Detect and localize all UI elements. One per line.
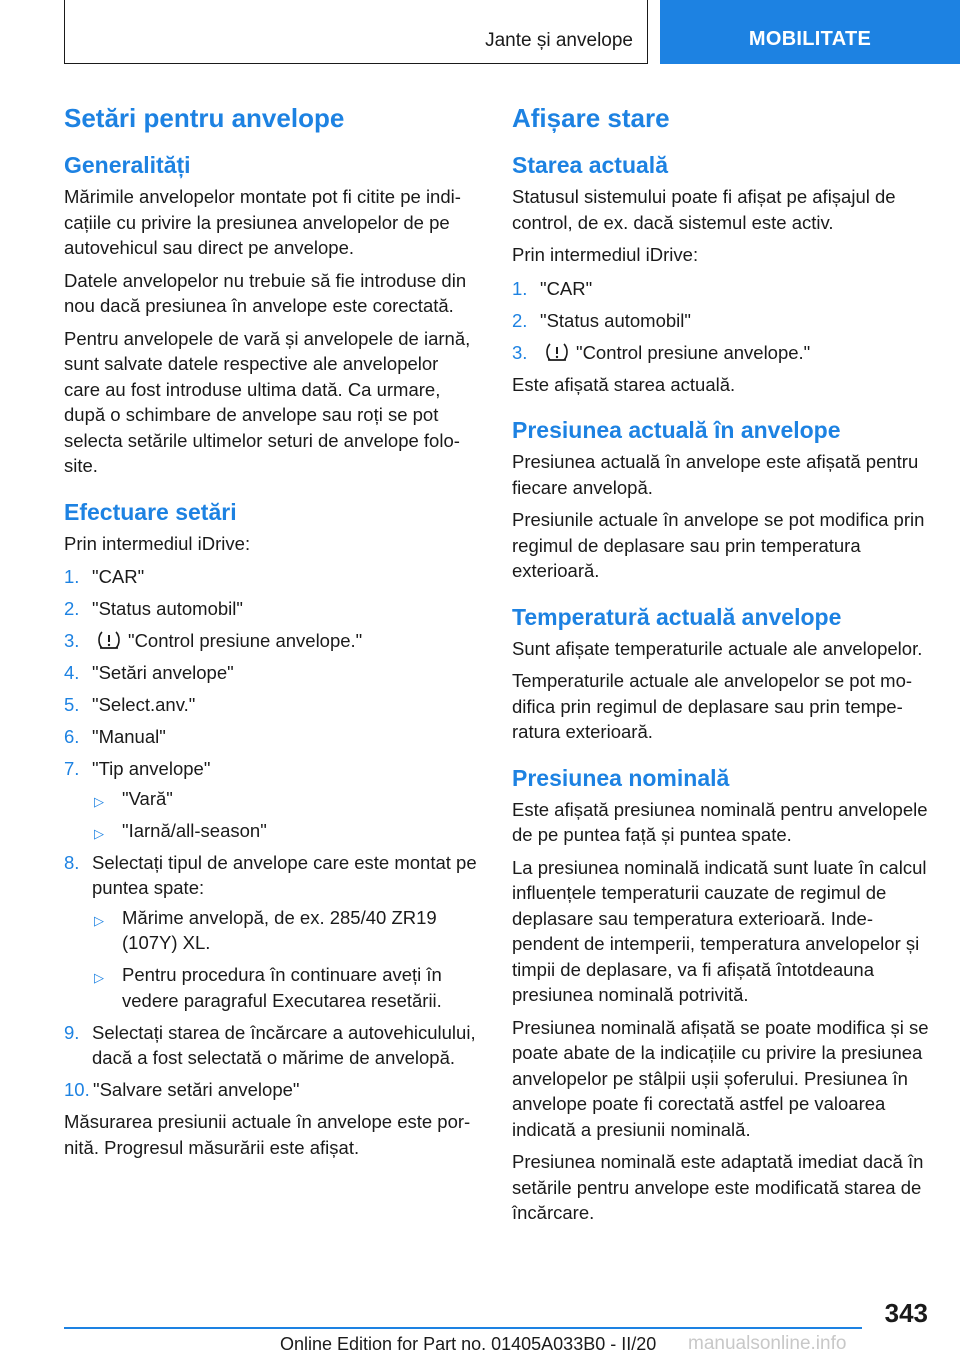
- paragraph: Presiunea nominală este adaptată imediat dacă în setările pentru anvelope este modificată starea de încărcare.: [512, 1151, 924, 1223]
- step-item: [64, 1020, 479, 1071]
- step-item: [512, 308, 930, 334]
- footer-edition: Online Edition for Part no. 01405A033B0 - II/20: [280, 1334, 657, 1354]
- step-text: "Setări anvelope": [92, 662, 234, 683]
- step-number: 1.: [512, 277, 528, 299]
- watermark: manualsonline.info: [688, 1333, 847, 1354]
- step-text: "Status automobil": [92, 598, 243, 619]
- paragraph: Presiunile actuale în anvelope se pot modifica prin regimul de deplasare sau prin temperatura exterioară.: [512, 509, 925, 581]
- step-item: [64, 692, 479, 718]
- left-column: [64, 100, 479, 1167]
- step-text: "Salvare setări anvelope": [93, 1079, 300, 1100]
- sub-item-text: "Iarnă/all-season": [122, 819, 267, 841]
- step-item: [64, 596, 479, 622]
- header-chapter-tab: [660, 0, 960, 64]
- section-title-status-display: Afișare stare: [512, 103, 670, 133]
- step-text: "Control presiune anvelope.": [576, 341, 811, 363]
- step-item: [64, 1077, 479, 1103]
- right-column: [512, 100, 930, 1233]
- paragraph: Mărimile anvelopelor montate pot fi citite pe indicațiile cu privire la presiunea anvelopelor de pe autovehicul sau direct pe anvelope.: [64, 186, 461, 258]
- triangle-right-icon: ▷: [94, 793, 104, 809]
- sub-item-text: Pentru procedura în continuare aveți în vedere paragraful Executarea resetării.: [122, 964, 442, 1011]
- triangle-right-icon: ▷: [94, 825, 104, 841]
- step-number: 3.: [64, 630, 80, 651]
- step-item: [512, 276, 930, 302]
- step-number: 1.: [64, 566, 80, 587]
- paragraph: La presiunea nominală indicată sunt luate în calcul influențele temperaturii cauzate de regimul de deplasare sau temperatura exterioară. Independent de intemperii, temperatura anvelopelor și timpii de deplasare, va fi afișată întotdeauna presiunea nominală potrivită.: [512, 856, 927, 1005]
- heading-perform-settings: Efectuare setări: [64, 498, 237, 525]
- paragraph: Statusul sistemului poate fi afișat pe afișajul de control, de ex. dacă sistemul este activ.: [512, 186, 896, 233]
- step-number: 4.: [64, 662, 80, 683]
- paragraph: Este afișată starea actuală.: [512, 373, 736, 395]
- header-chapter-title: MOBILITATE: [748, 28, 872, 50]
- header-section-title: Jante și anvelope: [485, 30, 633, 51]
- paragraph: Este afișată presiunea nominală pentru anvelopele de pe puntea față și puntea spate.: [512, 798, 928, 845]
- step-text: "Select.anv.": [92, 694, 196, 715]
- sub-item-text: "Vară": [122, 787, 173, 809]
- step-number: 2.: [512, 309, 528, 331]
- step-number: 5.: [64, 694, 80, 715]
- page-header: [0, 0, 960, 66]
- sub-item: [92, 786, 479, 812]
- tire-pressure-warning-icon: [544, 342, 570, 362]
- heading-current-temperature: Temperatură actuală anvelope: [512, 603, 842, 630]
- step-text: Selectați tipul de anvelope care este montat pe puntea spate:: [92, 851, 477, 898]
- sub-item: [92, 962, 479, 1013]
- step-item: [64, 850, 479, 1014]
- heading-nominal-pressure: Presiunea nominală: [512, 764, 730, 791]
- page-number: 343: [884, 1298, 928, 1328]
- section-title-tire-settings: Setări pentru anvelope: [64, 103, 345, 133]
- paragraph: Presiunea actuală în anvelope este afișată pentru fiecare anvelopă.: [512, 451, 919, 498]
- step-number: 3.: [512, 341, 528, 363]
- tire-pressure-warning-icon: [96, 630, 122, 650]
- steps-list: [64, 564, 479, 1103]
- step-text: "Manual": [92, 726, 166, 747]
- triangle-right-icon: ▷: [94, 970, 104, 985]
- sub-item: [92, 818, 479, 844]
- sub-list: [92, 905, 479, 1014]
- step-text: Selectați starea de încărcare a autovehiculului, dacă a fost selectată o mărime de anvelopă.: [92, 1021, 476, 1068]
- step-item: [64, 724, 479, 750]
- footer-divider: [64, 1327, 862, 1329]
- step-number: 10.: [64, 1079, 90, 1100]
- step-text: "Status automobil": [540, 309, 691, 331]
- step-item: [64, 564, 479, 590]
- header-section-box: [64, 0, 648, 64]
- step-number: 8.: [64, 851, 80, 873]
- sub-item-text: Mărime anvelopă, de ex. 285/40 ZR19 (107Y) XL.: [122, 906, 437, 953]
- step-text: "CAR": [540, 277, 593, 299]
- triangle-right-icon: ▷: [94, 912, 104, 928]
- heading-current-status: Starea actuală: [512, 152, 668, 178]
- heading-current-pressure: Presiunea actuală în anvelope: [512, 417, 841, 443]
- sub-item: [92, 905, 479, 956]
- step-number: 9.: [64, 1021, 80, 1043]
- step-text: "CAR": [92, 566, 145, 587]
- step-text: "Control presiune anvelope.": [128, 630, 363, 651]
- paragraph: Măsurarea presiunii actuale în anvelope este pornită. Progresul măsurării este afișat.: [64, 1111, 471, 1158]
- sub-list: [92, 786, 479, 844]
- step-item: [512, 340, 930, 366]
- step-number: 7.: [64, 758, 80, 779]
- heading-general: Generalități: [64, 152, 191, 178]
- paragraph: Prin intermediul iDrive:: [512, 244, 699, 265]
- paragraph: Sunt afișate temperaturile actuale ale anvelopelor.: [512, 637, 923, 659]
- steps-list: [512, 276, 930, 366]
- step-item: [64, 660, 479, 686]
- step-text: "Tip anvelope": [92, 758, 211, 779]
- paragraph: Temperaturile actuale ale anvelopelor se pot modifica prin regimul de deplasare sau prin temperatura exterioară.: [512, 670, 913, 742]
- paragraph: Pentru anvelopele de vară și anvelopele de iarnă, sunt salvate datele respective ale anvelopelor care au fost introduse ultima dată. Ca urmare, după o schimbare de anvelope sau roți se pot selecta setările ultimelor seturi de anvelope folosite.: [64, 327, 471, 476]
- paragraph: Prin intermediul iDrive:: [64, 532, 251, 554]
- step-number: 6.: [64, 726, 80, 747]
- paragraph: Datele anvelopelor nu trebuie să fie introduse din nou dacă presiunea în anvelope este corectată.: [64, 269, 467, 316]
- step-item: [64, 628, 479, 654]
- paragraph: Presiunea nominală afișată se poate modifica și se poate abate de la indicațiile cu privire la presiunea anvelopelor pe stâlpii ușii șoferului. Presiunea în anvelope poate fi corectată astfel pe valoarea indicată a presiunii nominală.: [512, 1016, 929, 1140]
- step-number: 2.: [64, 598, 80, 619]
- step-item: [64, 756, 479, 843]
